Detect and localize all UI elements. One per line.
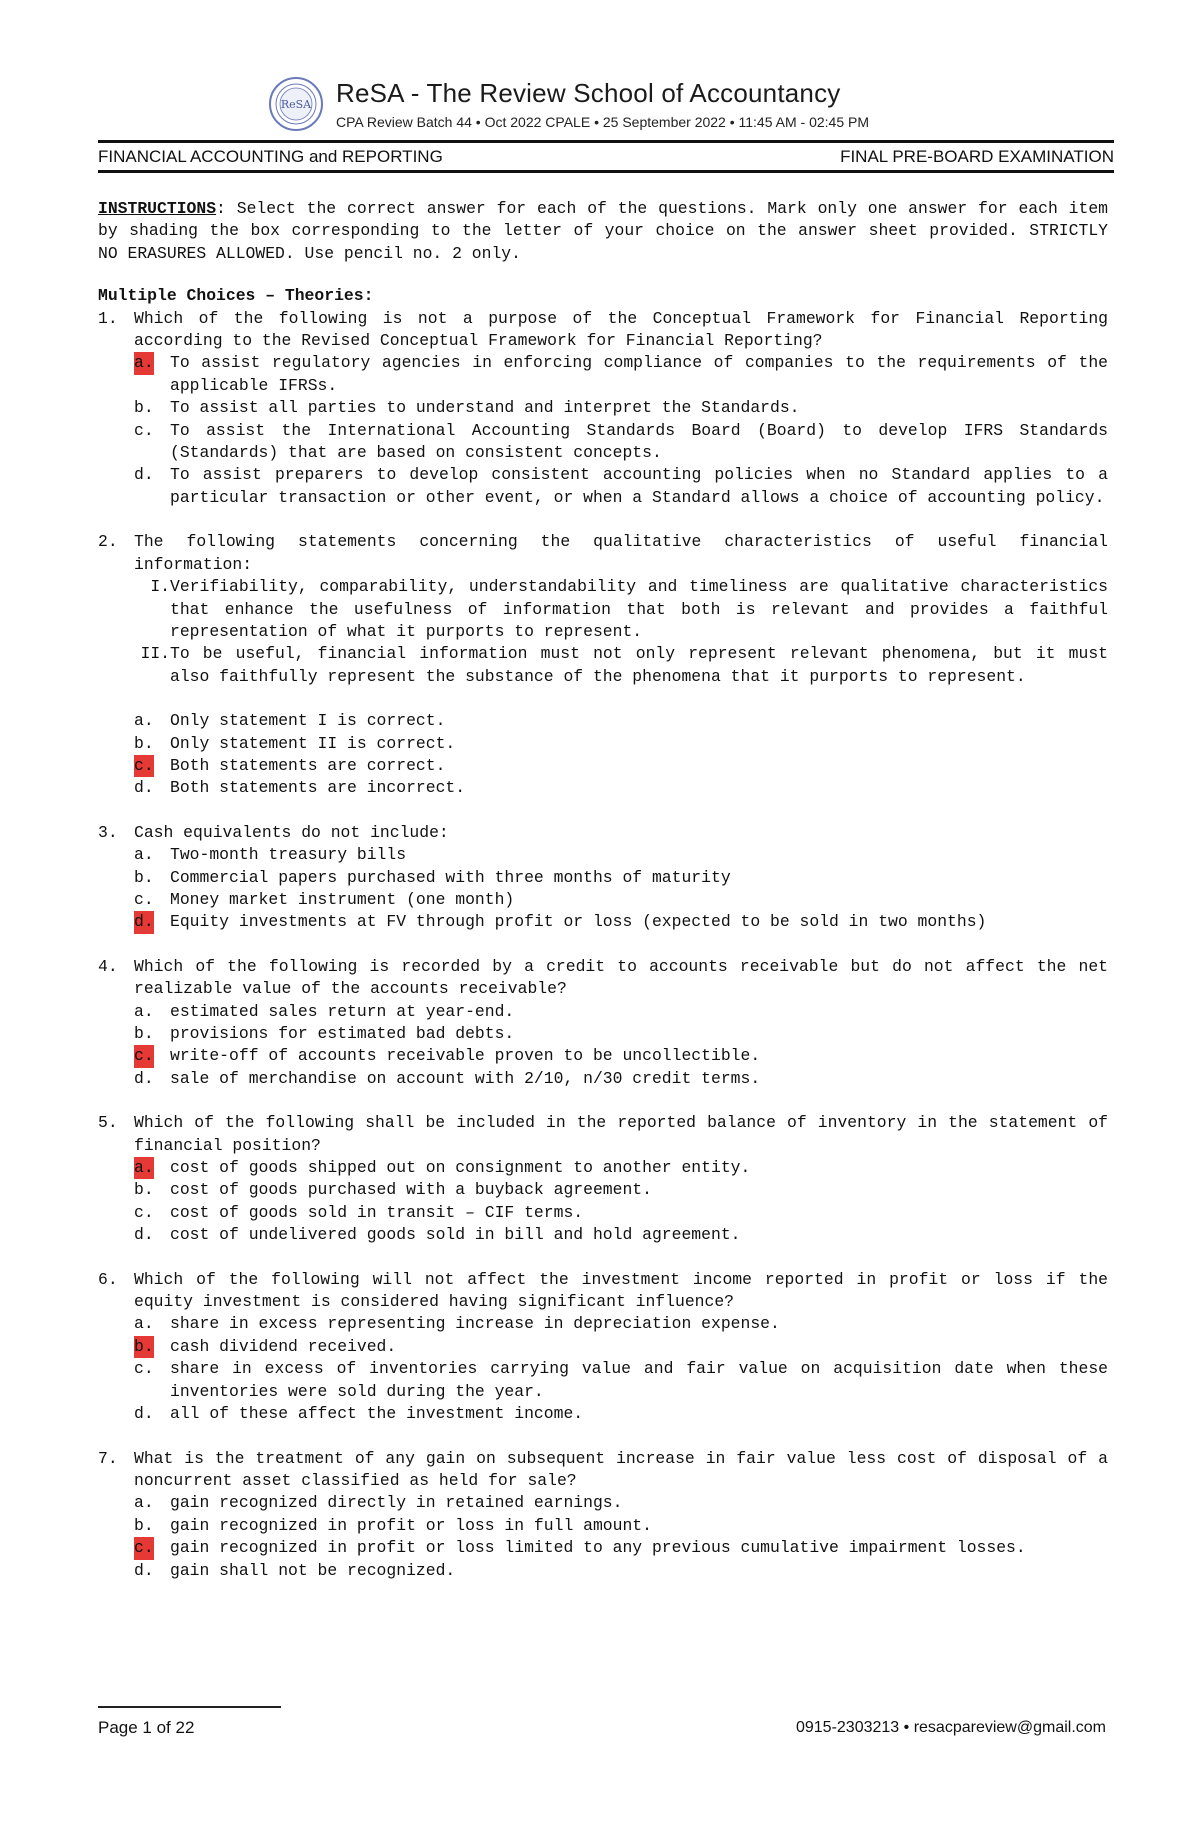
answer-highlight-label: a.: [134, 1157, 154, 1179]
option-label: d.: [134, 1225, 154, 1245]
option-item: [134, 1560, 1108, 1582]
resa-logo-icon: [268, 76, 324, 132]
option-label: b.: [134, 733, 154, 753]
question-item: [98, 822, 1108, 934]
option-text: cost of goods shipped out on consignment to another entity.: [170, 1158, 751, 1178]
option-item: [134, 777, 1108, 799]
option-text: Two-month treasury bills: [170, 845, 407, 865]
option-label: b.: [134, 867, 154, 887]
option-text: Both statements are incorrect.: [170, 778, 466, 798]
option-item: [134, 1492, 1108, 1514]
option-text: gain recognized directly in retained earnings.: [170, 1493, 623, 1513]
option-text: Commercial papers purchased with three months of maturity: [170, 867, 731, 887]
question-number: 6.: [98, 1269, 118, 1289]
statement-text: Verifiability, comparability, understandability and timeliness are qualitative characteristics that enhance the usefulness of information that both is relevant and provides a faithful representation of what it purports to represent.: [170, 577, 1108, 641]
option-item: [134, 911, 1108, 933]
option-label: b.: [134, 1515, 154, 1535]
option-label: b.: [134, 1180, 154, 1200]
option-text: cost of goods sold in transit – CIF terms.: [170, 1202, 584, 1222]
question-text: Which of the following shall be included in the reported balance of inventory in the statement of financial position?: [134, 1113, 1108, 1155]
answer-highlight-label: c.: [134, 1537, 154, 1559]
exam-details: CPA Review Batch 44 • Oct 2022 CPALE • 25 September 2022 • 11:45 AM - 02:45 PM: [336, 114, 869, 130]
question-text: Which of the following will not affect the investment income reported in profit or loss if the equity investment is considered having significant influence?: [134, 1269, 1108, 1312]
option-label: d.: [134, 1068, 154, 1088]
option-label: c.: [134, 1202, 154, 1222]
instructions-text: : Select the correct answer for each of the questions. Mark only one answer for each item by shading the box corresponding to the letter of your choice on the answer sheet provided. STRICTLY NO ERASURES ALLOWED. Use pencil no. 2 only.: [98, 199, 1108, 263]
question-number: 5.: [98, 1113, 118, 1133]
option-label: a.: [134, 1314, 154, 1334]
option-item: [134, 1202, 1108, 1224]
footer-rule: [98, 1706, 281, 1708]
question-number: 3.: [98, 822, 118, 842]
question-number: 7.: [98, 1448, 118, 1468]
option-text: all of these affect the investment income.: [170, 1404, 584, 1424]
option-label: a.: [134, 711, 154, 731]
option-item: [134, 1358, 1108, 1403]
question-item: [98, 308, 1108, 510]
option-text: cash dividend received.: [170, 1336, 397, 1356]
option-item: [134, 733, 1108, 755]
section-title: Multiple Choices – Theories:: [98, 286, 374, 306]
question-text: What is the treatment of any gain on subsequent increase in fair value less cost of disposal of a noncurrent asset classified as held for sale?: [134, 1448, 1108, 1490]
question-text: Which of the following is not a purpose of the Conceptual Framework for Financial Reporting according to the Revised Conceptual Framework for Financial Reporting?: [134, 308, 1108, 351]
exam-content: [98, 198, 1108, 1582]
option-item: [134, 397, 1108, 419]
option-text: share in excess representing increase in depreciation expense.: [170, 1314, 780, 1334]
answer-highlight-label: c.: [134, 1045, 154, 1067]
option-item: [134, 867, 1108, 889]
option-item: [134, 1403, 1108, 1425]
option-text: sale of merchandise on account with 2/10, n/30 credit terms.: [170, 1068, 761, 1088]
question-text: Which of the following is recorded by a credit to accounts receivable but do not affect the net realizable value of the accounts receivable?: [134, 956, 1108, 999]
option-text: cost of goods purchased with a buyback agreement.: [170, 1180, 652, 1200]
option-text: To assist preparers to develop consistent accounting policies when no Standard applies to a particular transaction or other event, or when a Standard allows a choice of accounting policy.: [170, 465, 1108, 507]
option-text: Only statement II is correct.: [170, 733, 456, 753]
answer-highlight-label: d.: [134, 911, 154, 933]
option-label: d.: [134, 465, 154, 485]
option-item: [134, 1537, 1108, 1559]
option-item: [134, 352, 1108, 397]
option-item: [134, 420, 1108, 465]
question-number: 2.: [98, 532, 118, 552]
instructions: [98, 198, 1108, 265]
option-text: Only statement I is correct.: [170, 711, 446, 731]
answer-highlight-label: a.: [134, 352, 154, 374]
school-title: ReSA - The Review School of Accountancy: [336, 78, 841, 108]
option-label: a.: [134, 1001, 154, 1021]
option-item: [134, 1001, 1108, 1023]
option-item: [134, 1515, 1108, 1537]
question-item: [98, 531, 1108, 799]
option-label: b.: [134, 1024, 154, 1043]
statement-item: [134, 643, 1108, 688]
question-item: [98, 1448, 1108, 1582]
option-item: [134, 1313, 1108, 1335]
question-item: [98, 1112, 1108, 1246]
option-label: d.: [134, 778, 154, 798]
question-list: [98, 308, 1108, 1582]
answer-highlight-label: c.: [134, 755, 154, 777]
option-item: [134, 1068, 1108, 1090]
question-item: [98, 956, 1108, 1090]
subject-title: FINANCIAL ACCOUNTING and REPORTING: [98, 147, 443, 166]
option-item: [134, 464, 1108, 509]
statement-gap: [134, 688, 1108, 710]
option-item: [134, 1045, 1108, 1067]
svg-text:ReSA: ReSA: [280, 98, 312, 111]
option-item: [134, 1224, 1108, 1246]
option-label: c.: [134, 889, 154, 909]
option-text: To assist regulatory agencies in enforcing compliance of companies to the requirements of the applicable IFRSs.: [170, 353, 1108, 395]
option-item: [134, 755, 1108, 777]
question-number: 4.: [98, 956, 118, 976]
header-rule: [98, 140, 1114, 143]
option-label: a.: [134, 1493, 154, 1513]
instructions-label: INSTRUCTIONS: [98, 199, 217, 218]
option-text: estimated sales return at year-end.: [170, 1001, 515, 1021]
option-text: gain recognized in profit or loss in full amount.: [170, 1515, 652, 1535]
option-item: [134, 1023, 1108, 1045]
option-item: [134, 844, 1108, 866]
question-text: The following statements concerning the qualitative characteristics of useful financial information:: [134, 532, 1108, 574]
option-text: provisions for estimated bad debts.: [170, 1024, 515, 1043]
option-text: Both statements are correct.: [170, 755, 446, 775]
exam-title: FINAL PRE-BOARD EXAMINATION: [840, 147, 1114, 166]
statement-label: II.: [140, 644, 170, 664]
statement-text: To be useful, financial information must not only represent relevant phenomena, but it must also faithfully represent the substance of the phenomena that it purports to represent.: [170, 644, 1108, 686]
option-text: share in excess of inventories carrying value and fair value on acquisition date when these inventories were sold during the year.: [170, 1359, 1108, 1401]
option-text: cost of undelivered goods sold in bill and hold agreement.: [170, 1225, 741, 1245]
option-item: [134, 1157, 1108, 1179]
question-number: 1.: [98, 308, 118, 328]
statement-item: [134, 576, 1108, 643]
option-label: d.: [134, 1404, 154, 1424]
contact-info: 0915-2303213 • resacpareview@gmail.com: [795, 1719, 1106, 1736]
option-label: c.: [134, 420, 154, 440]
answer-highlight-label: b.: [134, 1336, 154, 1358]
question-item: [98, 1269, 1108, 1426]
option-label: d.: [134, 1560, 154, 1580]
option-label: b.: [134, 398, 154, 418]
option-item: [134, 710, 1108, 732]
option-text: To assist the International Accounting Standards Board (Board) to develop IFRS Standards (Standards) that are based on consistent concepts.: [170, 420, 1108, 463]
option-text: To assist all parties to understand and interpret the Standards.: [170, 398, 800, 418]
header-rule-bottom: [98, 170, 1114, 173]
option-text: Equity investments at FV through profit or loss (expected to be sold in two months): [170, 912, 987, 932]
option-text: Money market instrument (one month): [170, 889, 515, 909]
option-label: a.: [134, 845, 154, 865]
option-text: gain recognized in profit or loss limited to any previous cumulative impairment losses.: [170, 1538, 1026, 1558]
page-number: Page 1 of 22: [98, 1718, 195, 1737]
option-text: write-off of accounts receivable proven to be uncollectible.: [170, 1046, 761, 1066]
statement-label: I.: [150, 577, 170, 597]
option-item: [134, 889, 1108, 911]
option-label: c.: [134, 1359, 154, 1379]
option-item: [134, 1336, 1108, 1358]
option-item: [134, 1179, 1108, 1201]
question-text: Cash equivalents do not include:: [134, 822, 449, 842]
option-text: gain shall not be recognized.: [170, 1560, 456, 1580]
